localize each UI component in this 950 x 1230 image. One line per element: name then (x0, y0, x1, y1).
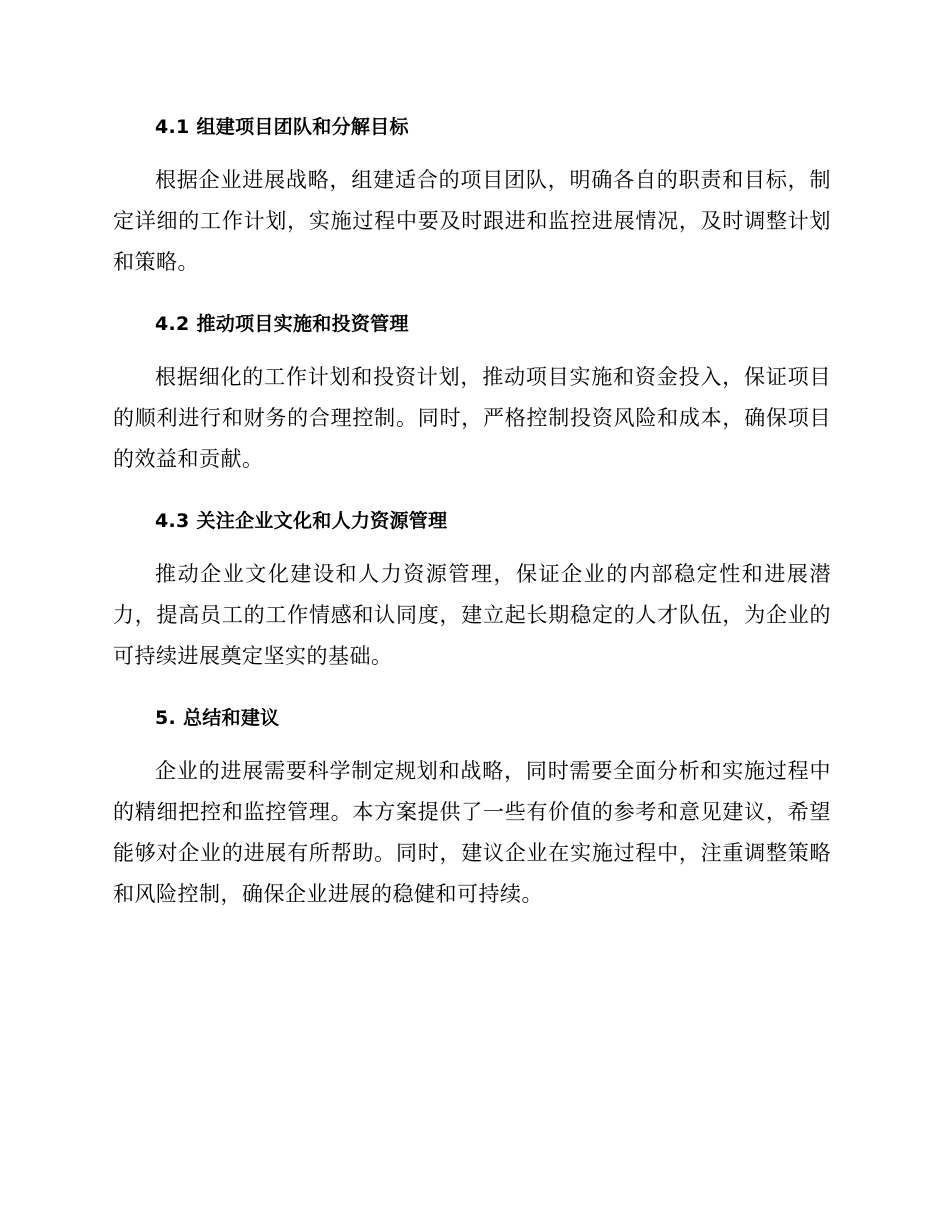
section-heading-5: 5. 总结和建议 (155, 707, 280, 729)
section-heading-4-2: 4.2 推动项目实施和投资管理 (155, 313, 409, 335)
section-heading-4-1: 4.1 组建项目团队和分解目标 (155, 116, 409, 138)
section-paragraph-4-3: 推动企业文化建设和人力资源管理，保证企业的内部稳定性和进展潜力，提高员工的工作情感和认同度，建立起长期稳定的人才队伍，为企业的可持续进展奠定坚实的基础。 (113, 562, 831, 668)
section-paragraph-4-2: 根据细化的工作计划和投资计划，推动项目实施和资金投入，保证项目的顺利进行和财务的合理控制。同时，严格控制投资风险和成本，确保项目的效益和贡献。 (113, 365, 831, 471)
document-body (113, 108, 831, 937)
section-heading-4-3: 4.3 关注企业文化和人力资源管理 (155, 510, 448, 532)
section-paragraph-4-1: 根据企业进展战略，组建适合的项目团队，明确各自的职责和目标，制定详细的工作计划，实施过程中要及时跟进和监控进展情况，及时调整计划和策略。 (113, 168, 831, 274)
section-paragraph-5: 企业的进展需要科学制定规划和战略，同时需要全面分析和实施过程中的精细把控和监控管理。本方案提供了一些有价值的参考和意见建议，希望能够对企业的进展有所帮助。同时，建议企业在实施过程中，注重调整策略和风险控制，确保企业进展的稳健和可持续。 (113, 759, 831, 906)
